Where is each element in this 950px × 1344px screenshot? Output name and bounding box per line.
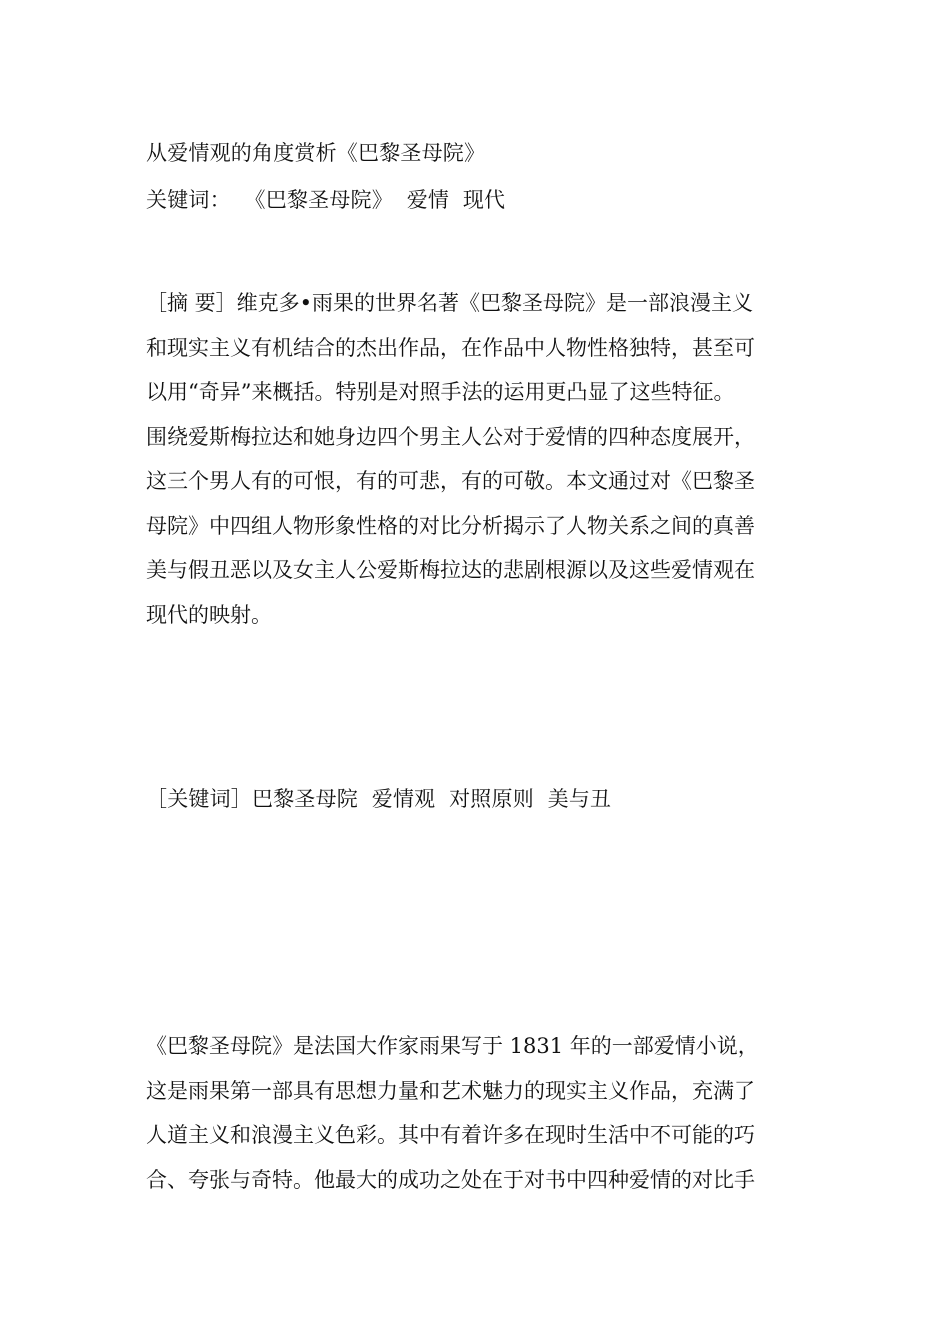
abstract-line: 美与假丑恶以及女主人公爱斯梅拉达的悲剧根源以及这些爱情观在 [146, 558, 755, 582]
keywords-line: 关键词： 《巴黎圣母院》 爱情 现代 [146, 188, 506, 212]
document-title: 从爱情观的角度赏析《巴黎圣母院》 [146, 141, 486, 165]
abstract-line: ［摘 要］维克多•雨果的世界名著《巴黎圣母院》是一部浪漫主义 [146, 291, 754, 315]
abstract-line: 现代的映射。 [146, 602, 272, 627]
abstract-line: 和现实主义有机结合的杰出作品，在作品中人物性格独特，甚至可 [146, 335, 755, 360]
abstract-line: 围绕爱斯梅拉达和她身边四个男主人公对于爱情的四种态度展开， [146, 424, 755, 449]
abstract-line: 以用“奇异”来概括。特别是对照手法的运用更凸显了这些特征。 [146, 380, 735, 404]
abstract-line: 母院》中四组人物形象性格的对比分析揭示了人物关系之间的真善 [146, 513, 755, 538]
body-line: 《巴黎圣母院》是法国大作家雨果写于 1831 年的一部爱情小说， [146, 1034, 759, 1058]
body-line: 人道主义和浪漫主义色彩。其中有着许多在现时生活中不可能的巧 [146, 1123, 755, 1147]
body-paragraph [146, 1024, 816, 1202]
body-line: 合、夸张与奇特。他最大的成功之处在于对书中四种爱情的对比手 [146, 1167, 755, 1192]
abstract-line: 这三个男人有的可恨，有的可悲，有的可敬。本文通过对《巴黎圣 [146, 469, 755, 493]
body-line: 这是雨果第一部具有思想力量和艺术魅力的现实主义作品，充满了 [146, 1078, 755, 1103]
abstract-paragraph [146, 281, 816, 637]
keywords-bracket-line: ［关键词］巴黎圣母院 爱情观 对照原则 美与丑 [146, 787, 612, 811]
